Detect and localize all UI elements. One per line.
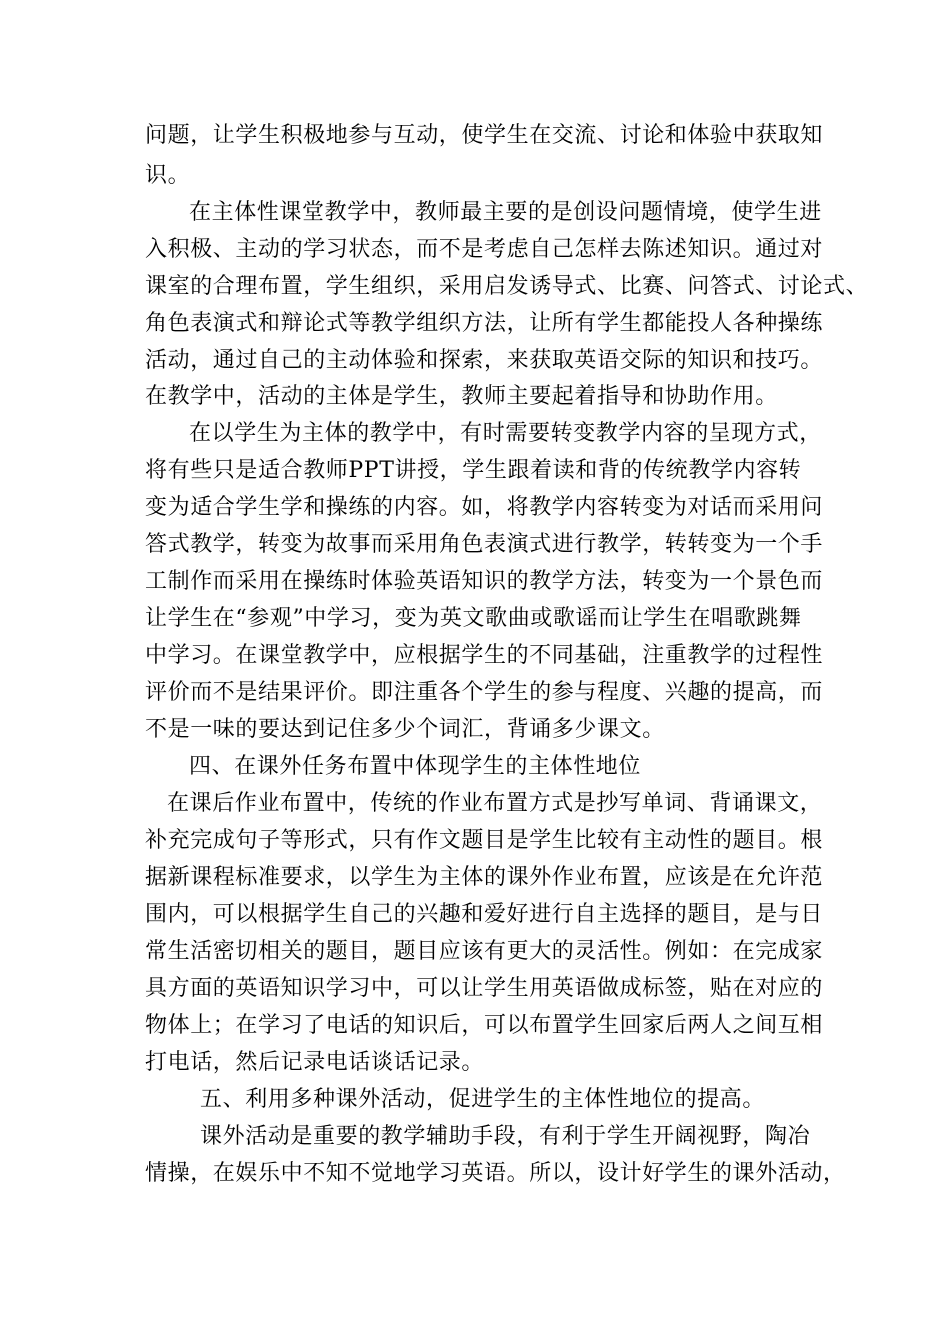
text-line: 常生活密切相关的题目，题目应该有更大的灵活性。例如：在完成家: [145, 939, 824, 964]
text-line: 打电话，然后记录电话谈话记录。: [145, 1050, 485, 1075]
text-line: 识。: [145, 163, 191, 188]
text-line: 答式教学，转变为故事而采用角色表演式进行教学，转转变为一个手: [145, 532, 824, 557]
text-line: 在教学中，活动的主体是学生，教师主要起着指导和协助作用。: [145, 384, 778, 409]
text-line: 不是一味的要达到记住多少个词汇，背诵多少课文。: [145, 717, 665, 742]
text-line: 中学习。在课堂教学中，应根据学生的不同基础，注重教学的过程性: [145, 643, 824, 668]
text-line: 据新课程标准要求，以学生为主体的课外作业布置，应该是在允许范: [145, 865, 824, 890]
text-line: 补充完成句子等形式，只有作文题目是学生比较有主动性的题目。根: [145, 828, 824, 853]
section-heading: 五、利用多种课外活动，促进学生的主体性地位的提高。: [200, 1087, 766, 1112]
text-line: 围内，可以根据学生自己的兴趣和爱好进行自主选择的题目，是与日: [145, 902, 824, 927]
text-line: 在课后作业布置中，传统的作业布置方式是抄写单词、背诵课文，: [167, 791, 823, 816]
text-line: 入积极、主动的学习状态，而不是考虑自己怎样去陈述知识。通过对: [145, 237, 824, 262]
text-line: 问题，让学生积极地参与互动，使学生在交流、讨论和体验中获取知: [145, 123, 824, 148]
text-line: 课外活动是重要的教学辅助手段，有利于学生开阔视野，陶冶: [200, 1124, 811, 1149]
text-line: 课室的合理布置，学生组织，采用启发诱导式、比赛、问答式、讨论式、: [145, 274, 869, 299]
text-line: 让学生在“参观”中学习，变为英文歌曲或歌谣而让学生在唱歌跳舞: [145, 606, 802, 631]
text-line: 角色表演式和辩论式等教学组织方法，让所有学生都能投人各种操练: [145, 311, 824, 336]
text-line: 具方面的英语知识学习中，可以让学生用英语做成标签，贴在对应的: [145, 976, 824, 1001]
text-line: 物体上；在学习了电话的知识后，可以布置学生回家后两人之间互相: [145, 1013, 824, 1038]
text-line: 在主体性课堂教学中，教师最主要的是创设问题情境，使学生进: [189, 200, 822, 225]
text-line: 活动，通过自己的主动体验和探索，来获取英语交际的知识和技巧。: [145, 348, 824, 373]
text-line: 工制作而采用在操练时体验英语知识的教学方法，转变为一个景色而: [145, 569, 824, 594]
text-line: 变为适合学生学和操练的内容。如，将教学内容转变为对话而采用问: [145, 495, 824, 520]
text-line: 评价而不是结果评价。即注重各个学生的参与程度、兴趣的提高，而: [145, 680, 824, 705]
text-line: 情操，在娱乐中不知不觉地学习英语。所以，设计好学生的课外活动，: [145, 1161, 846, 1186]
text-line: 将有些只是适合教师PPT讲授，学生跟着读和背的传统教学内容转: [145, 458, 802, 483]
text-line: 在以学生为主体的教学中，有时需要转变教学内容的呈现方式，: [189, 421, 822, 446]
section-heading: 四、在课外任务布置中体现学生的主体性地位: [189, 754, 642, 779]
